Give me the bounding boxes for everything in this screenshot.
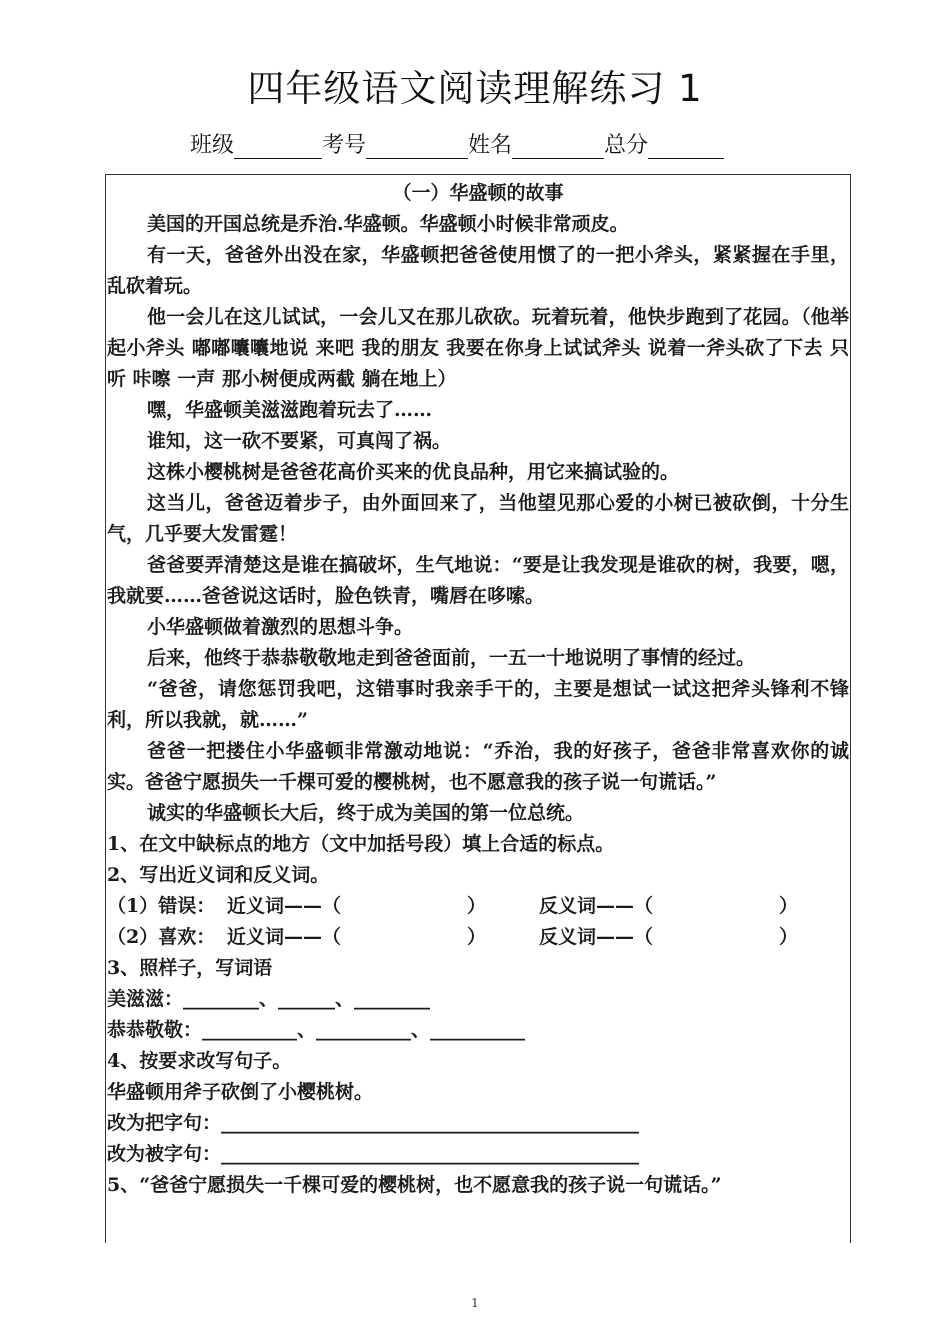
score-label: 总分 xyxy=(604,133,649,158)
q2-item-label: （2）喜欢： xyxy=(107,926,216,948)
q4-sentence: 华盛顿用斧子砍倒了小樱桃树。 xyxy=(107,1081,374,1103)
question-5: 5、“爸爸宁愿损失一千棵可爱的樱桃树，也不愿意我的孩子说一句谎话。” xyxy=(107,1174,722,1196)
question-1: 1、在文中缺标点的地方（文中加括号段）填上合适的标点。 xyxy=(107,833,615,855)
paragraph: 后来，他终于恭恭敬敬地走到爸爸面前，一五一十地说明了事情的经过。 xyxy=(147,647,756,669)
paragraph: 爸爸一把搂住小华盛顿非常激动地说：“乔治，我的好孩子，爸爸非常喜欢你的诚实。爸爸宁愿损失一千棵可爱的樱桃树，也不愿意我的孩子说一句谎话。” xyxy=(107,740,849,793)
page-number: 1 xyxy=(471,1296,479,1310)
antonym-prompt: 反义词——（ xyxy=(539,895,654,917)
synonym-prompt: 近义词——（ xyxy=(227,926,342,948)
q2-item-2 xyxy=(107,922,849,953)
close-paren: ） xyxy=(467,895,487,917)
reading-passage xyxy=(107,178,849,1201)
section-title: （一）华盛顿的故事 xyxy=(392,182,564,204)
exam-no-label: 考号 xyxy=(322,133,367,158)
paragraph: 小华盛顿做着激烈的思想斗争。 xyxy=(147,616,414,638)
q3-answer-line-1[interactable]: 美滋滋：________、______、________ xyxy=(107,988,431,1010)
page-title: 四年级语文阅读理解练习 1 xyxy=(247,67,703,110)
paragraph: “爸爸，请您惩罚我吧，这错事时我亲手干的，主要是想试一试这把斧头锋利不锋利，所以我就，就……” xyxy=(107,678,849,731)
student-info-row xyxy=(190,128,790,159)
close-paren: ） xyxy=(467,926,487,948)
paragraph: 有一天，爸爸外出没在家，华盛顿把爸爸使用惯了的一把小斧头，紧紧握在手里，乱砍着玩。 xyxy=(107,244,849,297)
antonym-prompt: 反义词——（ xyxy=(539,926,654,948)
name-label: 姓名 xyxy=(468,133,513,158)
close-paren: ） xyxy=(779,926,799,948)
name-blank[interactable] xyxy=(512,128,604,159)
paragraph: 他一会儿在这儿试试，一会儿又在那儿砍砍。玩着玩着，他快步跑到了花园。（他举起小斧头 嘟嘟囔囔地说 来吧 我的朋友 我要在你身上试试斧头 说着一斧头砍了下去 只听 咔嚓 一声 那小树便成两截 躺在地上） xyxy=(107,306,849,390)
q3-answer-line-2[interactable]: 恭恭敬敬：__________、__________、__________ xyxy=(107,1019,526,1041)
class-label: 班级 xyxy=(190,133,235,158)
paragraph: 谁知，这一砍不要紧，可真闯了祸。 xyxy=(147,430,452,452)
paragraph: 这当儿，爸爸迈着步子，由外面回来了，当他望见那心爱的小树已被砍倒，十分生气，几乎要大发雷霆！ xyxy=(107,492,849,545)
paragraph: 美国的开国总统是乔治.华盛顿。华盛顿小时候非常顽皮。 xyxy=(147,213,629,235)
q4-answer-line-1[interactable]: 改为把字句：____________________________________________ xyxy=(107,1112,640,1134)
q2-item-label: （1）错误： xyxy=(107,895,216,917)
exam-no-blank[interactable] xyxy=(366,128,468,159)
q4-answer-line-2[interactable]: 改为被字句：____________________________________________ xyxy=(107,1143,640,1165)
score-blank[interactable] xyxy=(648,128,724,159)
paragraph: 爸爸要弄清楚这是谁在搞破坏，生气地说：“要是让我发现是谁砍的树，我要，嗯，我就要……爸爸说这话时，脸色铁青，嘴唇在哆嗦。 xyxy=(107,554,849,607)
paragraph: 这株小樱桃树是爸爸花高价买来的优良品种，用它来搞试验的。 xyxy=(147,461,680,483)
paragraph: 嘿，华盛顿美滋滋跑着玩去了…… xyxy=(147,399,433,421)
class-blank[interactable] xyxy=(234,128,322,159)
q2-item-1 xyxy=(107,891,849,922)
close-paren: ） xyxy=(779,895,799,917)
synonym-prompt: 近义词——（ xyxy=(227,895,342,917)
paragraph: 诚实的华盛顿长大后，终于成为美国的第一位总统。 xyxy=(147,802,585,824)
question-4: 4、按要求改写句子。 xyxy=(107,1050,292,1072)
question-2: 2、写出近义词和反义词。 xyxy=(107,864,330,886)
question-3: 3、照样子，写词语 xyxy=(107,957,273,979)
